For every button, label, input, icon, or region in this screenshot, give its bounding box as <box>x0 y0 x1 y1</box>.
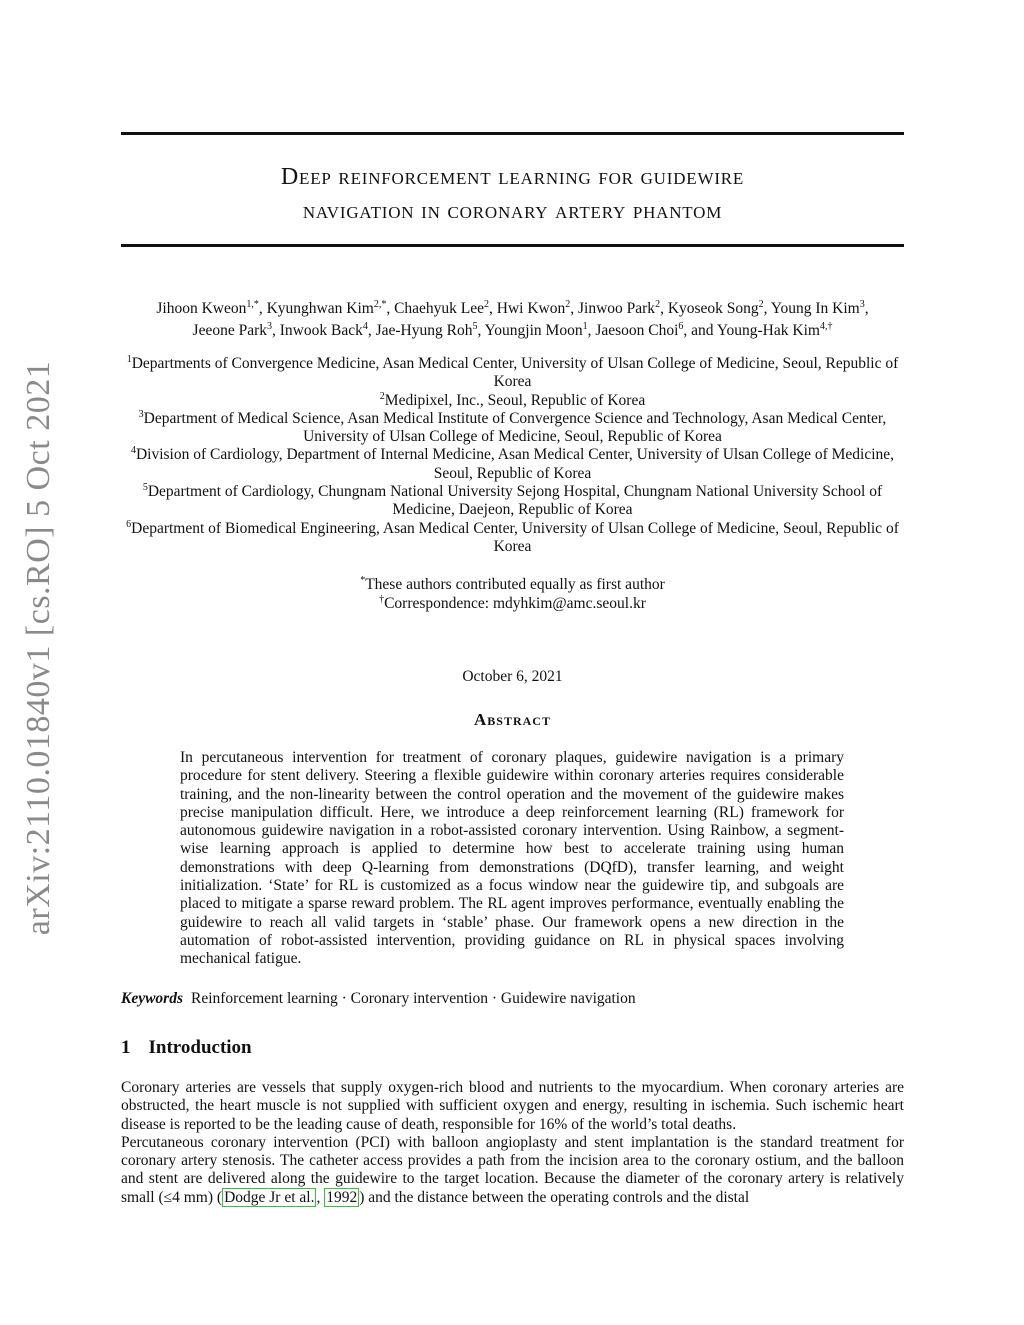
affiliation-item <box>110 410 915 447</box>
author-name: Kyunghwan Kim <box>266 300 374 317</box>
author-affiliation-marker: 1,* <box>246 298 259 310</box>
equal-contribution-note: *These authors contributed equally as first author <box>360 574 665 593</box>
arxiv-identifier: arXiv:2110.01840v1 [cs.RO] 5 Oct 2021 <box>20 360 58 936</box>
correspondence-note: †Correspondence: mdyhkim@amc.seoul.kr <box>379 593 646 612</box>
author-name: Hwi Kwon <box>496 300 566 317</box>
author-affiliation-marker: 3 <box>859 298 865 310</box>
affiliation-item <box>110 392 915 410</box>
affiliation-marker: 6 <box>126 518 132 530</box>
affiliation-marker: 1 <box>126 353 132 365</box>
title-line-2: navigation in coronary artery phantom <box>302 198 723 224</box>
author-affiliation-marker: 6 <box>678 320 684 332</box>
intro-paragraph-1: Coronary arteries are vessels that supply oxygen-rich blood and nutrients to the myocardium. When coronary arteries are obstructed, the heart muscle is not supplied with sufficient oxygen and energy, resulting in ischemia. Such ischemic heart disease is reported to be the leading cause of death, responsible for 16% of the world’s total deaths. <box>121 1079 904 1133</box>
intro-paragraph-2: Percutaneous coronary intervention (PCI) with balloon angioplasty and stent implantation is the standard treatment for coronary artery stenosis. The catheter access provides a path from the incision area to the coronary ostium, and the balloon and stent are delivered along the guidewire to the target location. Because the diameter of the coronary artery is relatively small (≤4 mm) ( Dodge Jr et al. , 1992 ) and the distance between the operating controls and the distal <box>121 1133 904 1206</box>
author-name: Young In Kim <box>770 300 860 317</box>
author-name: Kyoseok Song <box>667 300 759 317</box>
affiliation-marker: 4 <box>130 445 136 457</box>
keywords-line <box>121 990 904 1008</box>
title-bottom-rule <box>121 244 904 247</box>
section-title: Introduction <box>148 1037 252 1058</box>
author-affiliation-marker: 1 <box>582 320 588 332</box>
affiliation-marker: 3 <box>138 408 144 420</box>
affiliation-item <box>110 520 915 557</box>
affiliation-text: Departments of Convergence Medicine, Asan Medical Center, University of Ulsan College of Medicine, Seoul, Republic of Korea <box>131 355 899 391</box>
author-name: Jihoon Kweon <box>156 300 247 317</box>
author-name: Young-Hak Kim <box>716 322 820 339</box>
author-affiliation-marker: 2 <box>758 298 764 310</box>
author-affiliation-marker: 2 <box>484 298 490 310</box>
affiliation-marker: 2 <box>379 390 385 402</box>
citation-link-year[interactable]: 1992 <box>326 1188 358 1206</box>
author-name: Inwook Back <box>279 322 363 339</box>
introduction-body <box>121 1079 904 1207</box>
author-notes <box>110 575 915 613</box>
keywords-text: Reinforcement learning · Coronary intervention · Guidewire navigation <box>191 990 636 1007</box>
affiliation-list <box>110 355 915 556</box>
author-affiliation-marker: 3 <box>267 320 273 332</box>
author-name: Jae-Hyung Roh <box>375 322 473 339</box>
author-affiliation-marker: 4,† <box>819 320 833 332</box>
publication-date: October 6, 2021 <box>462 668 563 685</box>
keywords-label: Keywords <box>121 990 183 1007</box>
affiliation-marker: 5 <box>142 481 148 493</box>
author-affiliation-marker: 5 <box>472 320 478 332</box>
affiliation-item <box>110 446 915 483</box>
affiliation-text: Division of Cardiology, Department of Internal Medicine, Asan Medical Center, University of Ulsan College of Medicine, Seoul, Republic of Korea <box>135 446 895 482</box>
author-name: Jaesoon Choi <box>595 322 679 339</box>
section-heading-introduction <box>121 1037 252 1059</box>
affiliation-text: Department of Medical Science, Asan Medical Institute of Convergence Science and Technology, Asan Medical Center, University of Ulsan College of Medicine, Seoul, Republic of Korea <box>143 409 887 446</box>
affiliation-item <box>110 355 915 392</box>
author-affiliation-marker: 2 <box>655 298 661 310</box>
paper-title <box>121 160 904 228</box>
affiliation-text: Department of Biomedical Engineering, Asan Medical Center, University of Ulsan College of Medicine, Seoul, Republic of Korea <box>131 519 899 555</box>
author-connector: and <box>691 322 714 339</box>
author-name: Chaehyuk Lee <box>394 300 485 317</box>
title-line-1: Deep reinforcement learning for guidewire <box>280 164 745 190</box>
citation-link-author[interactable]: Dodge Jr et al. <box>224 1188 315 1206</box>
author-name: Youngjin Moon <box>484 322 583 339</box>
author-affiliation-marker: 2 <box>565 298 571 310</box>
author-affiliation-marker: 4 <box>362 320 368 332</box>
affiliation-item <box>110 483 915 520</box>
author-name: Jinwoo Park <box>577 300 656 317</box>
arxiv-sidebar-stamp <box>12 360 66 936</box>
affiliation-text: Medipixel, Inc., Seoul, Republic of Korea <box>384 391 646 409</box>
abstract-heading: Abstract <box>474 710 551 729</box>
abstract-text: In percutaneous intervention for treatment of coronary plaques, guidewire navigation is a primary procedure for stent delivery. Steering a flexible guidewire within coronary arteries requires considerable training, and the non-linearity between the control operation and the movement of the guidewire makes precise manipulation difficult. Here, we introduce a deep reinforcement learning (RL) framework for autonomous guidewire navigation in a robot-assisted coronary intervention. Using Rainbow, a segment-wise learning approach is applied to determine how best to accelerate training using human demonstrations with deep Q-learning from demonstrations (DQfD), transfer learning, and weight initialization. ‘State’ for RL is customized as a focus window near the guidewire tip, and subgoals are placed to mitigate a sparse reward problem. The RL agent improves performance, eventually enabling the guidewire to reach all valid targets in ‘stable’ phase. Our framework opens a new direction in the automation of robot-assisted intervention, providing guidance on RL in physical spaces involving mechanical fatigue. <box>180 749 844 968</box>
author-name: Jeeone Park <box>192 322 268 339</box>
affiliation-text: Department of Cardiology, Chungnam National University Sejong Hospital, Chungnam National University School of Medicine, Daejeon, Republic of Korea <box>147 483 883 519</box>
author-affiliation-marker: 2,* <box>373 298 387 310</box>
section-number: 1 <box>121 1037 131 1058</box>
title-top-rule <box>121 132 904 135</box>
author-list: Jihoon Kweon$^{1,*}$, Kyunghwan Kim$^{2,*}$, Chaehyuk Lee$^2$, Hwi Kwon$^2$, Jinwoo Park$^2$, Kyoseok Song$^2$, Young In Kim$^3$, Jeeone Park$^3$, Inwook Back$^4$, Jae-Hyung Roh$^5$, Youngjin Moon$^1$, Jaesoon Choi$^6$, and Young-Hak Kim$^{4,\dagger}$ <box>156 298 869 339</box>
